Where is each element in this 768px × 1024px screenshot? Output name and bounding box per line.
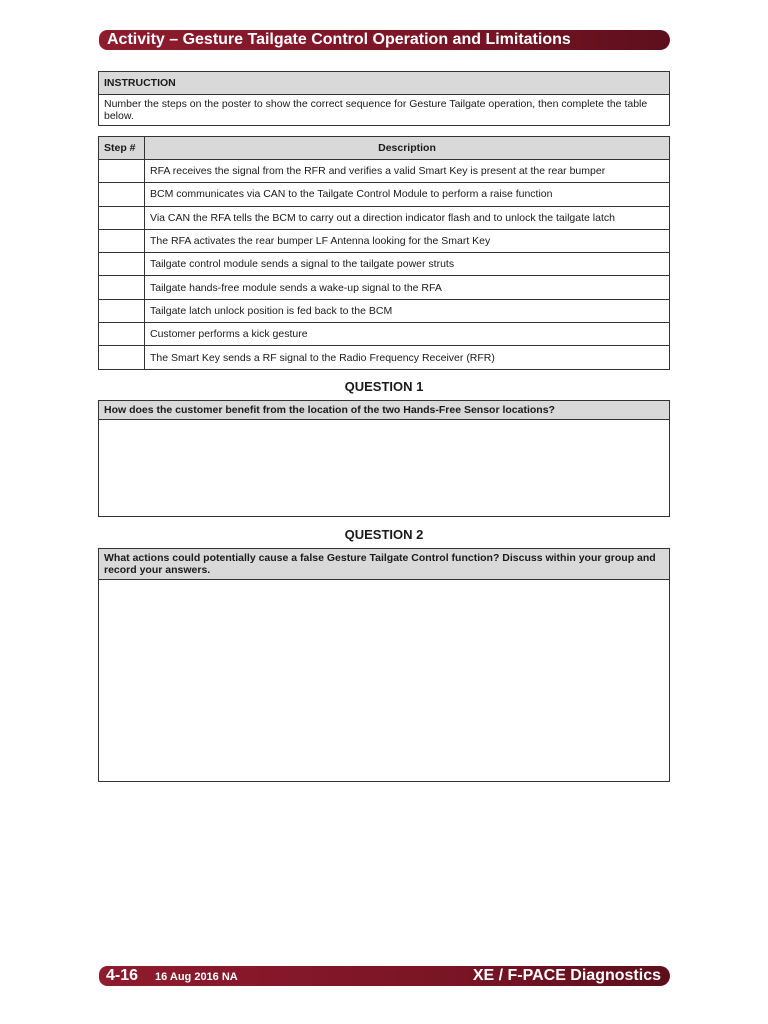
page-number: 4-16 <box>106 967 139 984</box>
table-row <box>99 299 670 322</box>
step-number-cell[interactable] <box>99 206 145 229</box>
step-description: BCM communicates via CAN to the Tailgate Control Module to perform a raise function <box>145 183 670 206</box>
step-description: Tailgate latch unlock position is fed back to the BCM <box>145 299 670 322</box>
question-1-box <box>98 400 670 517</box>
activity-title: Activity – Gesture Tailgate Control Operation and Limitations <box>107 31 571 48</box>
table-row <box>99 206 670 229</box>
footer-date: 16 Aug 2016 NA <box>155 971 238 983</box>
activity-title-bar <box>99 30 670 50</box>
step-description: The RFA activates the rear bumper LF Antenna looking for the Smart Key <box>145 229 670 252</box>
instruction-text: Number the steps on the poster to show the correct sequence for Gesture Tailgate operation, then complete the table below. <box>99 95 670 126</box>
instruction-heading: INSTRUCTION <box>99 72 670 95</box>
question-1-prompt: How does the customer benefit from the location of the two Hands-Free Sensor locations? <box>99 401 669 420</box>
question-2-title: QUESTION 2 <box>344 527 424 542</box>
steps-table <box>98 136 670 370</box>
step-number-cell[interactable] <box>99 299 145 322</box>
step-description: RFA receives the signal from the RFR and verifies a valid Smart Key is present at the rear bumper <box>145 160 670 183</box>
step-number-cell[interactable] <box>99 229 145 252</box>
question-2-box <box>98 548 670 782</box>
instruction-table <box>98 71 670 126</box>
table-row <box>99 323 670 346</box>
question-1-answer-area[interactable] <box>99 420 669 510</box>
question-2-prompt: What actions could potentially cause a false Gesture Tailgate Control function? Discuss within your group and record your answers. <box>99 549 669 580</box>
step-number-cell[interactable] <box>99 253 145 276</box>
table-row <box>99 253 670 276</box>
table-row <box>99 160 670 183</box>
step-number-cell[interactable] <box>99 183 145 206</box>
step-description: Via CAN the RFA tells the BCM to carry out a direction indicator flash and to unlock the tailgate latch <box>145 206 670 229</box>
table-row <box>99 346 670 369</box>
step-number-header: Step # <box>99 137 145 160</box>
question-1-title: QUESTION 1 <box>344 379 424 394</box>
step-number-cell[interactable] <box>99 346 145 369</box>
step-description: Customer performs a kick gesture <box>145 323 670 346</box>
table-row <box>99 229 670 252</box>
step-description: Tailgate control module sends a signal to the tailgate power struts <box>145 253 670 276</box>
table-row <box>99 276 670 299</box>
step-number-cell[interactable] <box>99 323 145 346</box>
description-header: Description <box>145 137 670 160</box>
step-description: The Smart Key sends a RF signal to the Radio Frequency Receiver (RFR) <box>145 346 670 369</box>
course-title: XE / F-PACE Diagnostics <box>472 967 661 984</box>
step-number-cell[interactable] <box>99 276 145 299</box>
footer-bar <box>99 966 670 986</box>
question-2-answer-area[interactable] <box>99 580 669 780</box>
step-description: Tailgate hands-free module sends a wake-up signal to the RFA <box>145 276 670 299</box>
step-number-cell[interactable] <box>99 160 145 183</box>
table-row <box>99 183 670 206</box>
